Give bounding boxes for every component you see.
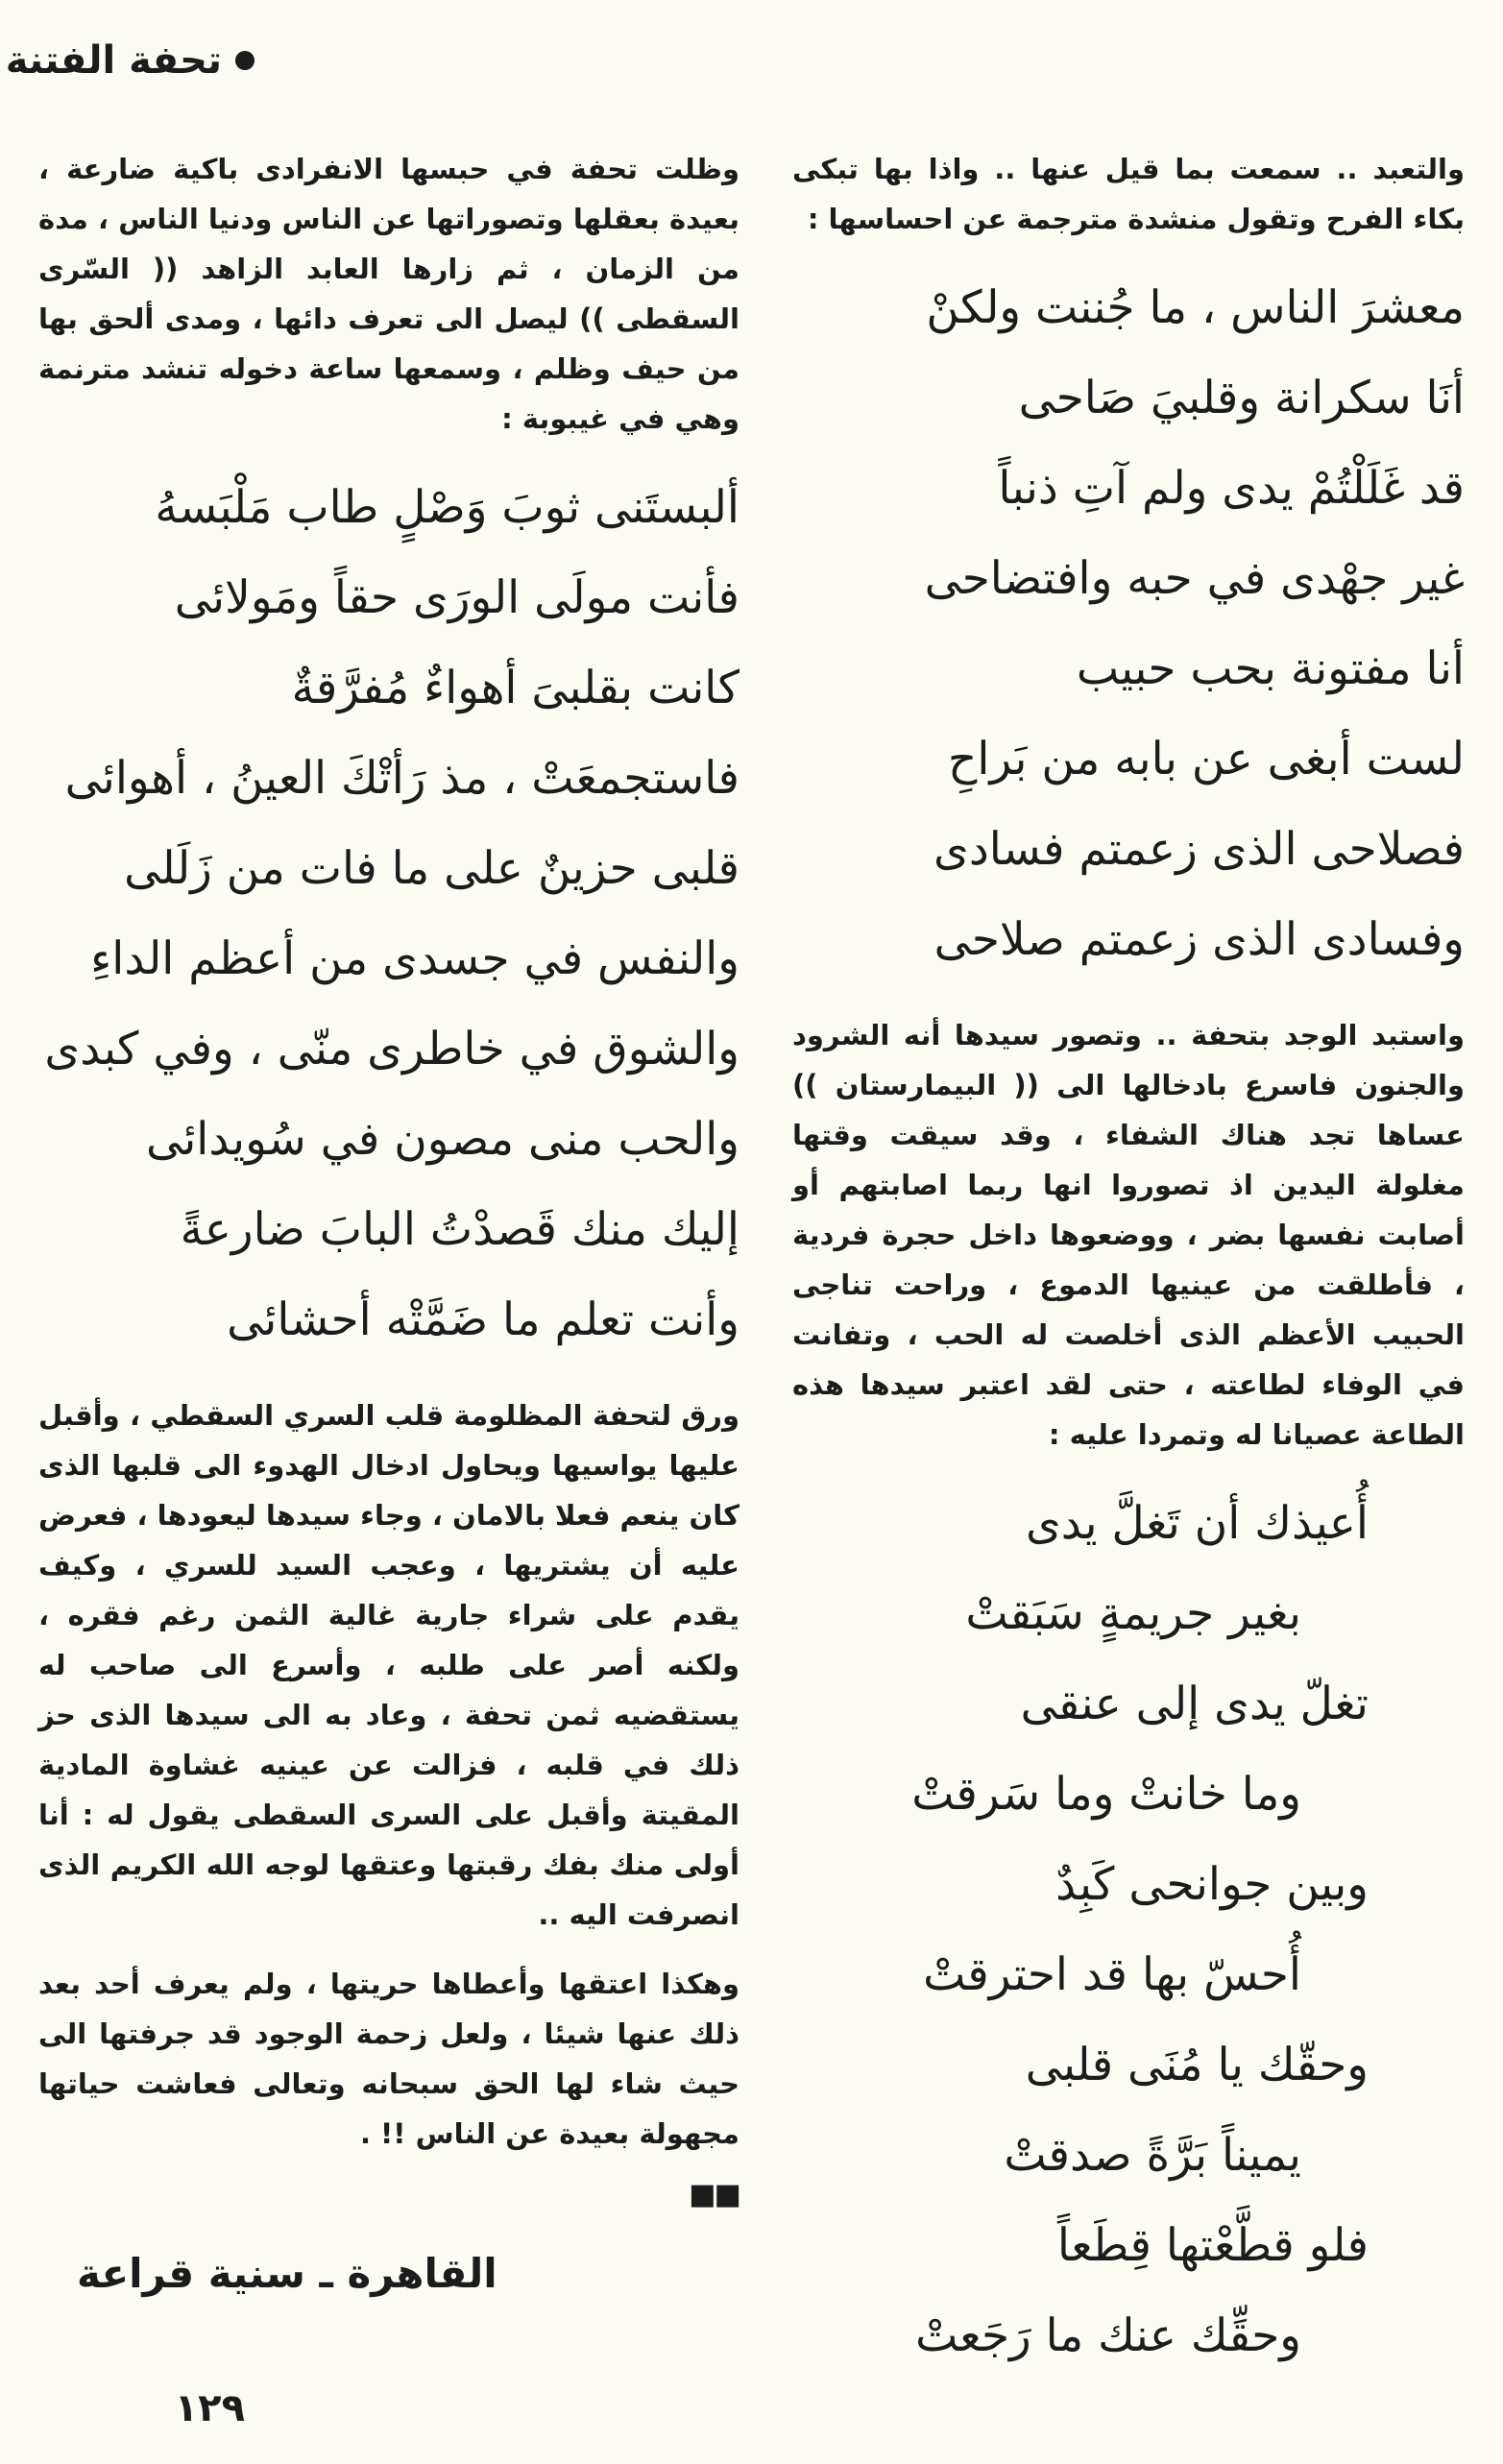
poem-line: وفسادى الذى زعمتم صلاحى: [933, 913, 1465, 966]
bullet-icon: [235, 51, 255, 70]
header-title: تحفة الفتنة: [5, 38, 222, 83]
poem-line: وحقِّك عنك ما رَجَعتْ: [915, 2309, 1301, 2362]
page-number: ١٢٩: [174, 2386, 245, 2430]
poem-line: غير جهْدى في حبه وافتضاحى: [924, 552, 1465, 605]
poem-line: وحقّك يا مُنَى قلبى: [1025, 2039, 1369, 2091]
poem-line: لست أبغى عن بابه من بَراحِ: [948, 733, 1465, 785]
poem-three: [38, 463, 739, 1365]
poem-line: تغلّ يدى إلى عنقى: [1020, 1678, 1369, 1730]
running-header: [6, 38, 255, 83]
poem-line: والحب منى مصون في سُويدائى: [146, 1113, 739, 1166]
poem-line: فصلاحى الذى زعمتم فسادى: [933, 823, 1465, 876]
poem-line: معشرَ الناس ، ما جُننت ولكنْ: [926, 281, 1465, 334]
poem-line: فأنت مولَى الورَى حقاً ومَولائى: [174, 571, 739, 624]
poem-line: أُعيذك أن تَغلَّ يدى: [1026, 1497, 1369, 1550]
poem-line: إليك منك قَصدْتُ البابَ ضارعةً: [180, 1203, 739, 1256]
poem-line: بغير جريمةٍ سَبَقتْ: [965, 1587, 1301, 1640]
poem-line: والشوق في خاطرى منّى ، وفي كبدى: [44, 1023, 739, 1075]
poem-line: قلبى حزينٌ على ما فات من زَلَلى: [124, 842, 739, 895]
right-intro-paragraph: والتعبد .. سمعت بما قيل عنها .. واذا بها تبكى بكاء الفرح وتقول منشدة مترجمة عن احساسها :: [792, 153, 1465, 235]
poem-line: وبين جوانحى كَبِدٌ: [1055, 1858, 1369, 1911]
poem-line: أُحسّ بها قد احترقتْ: [923, 1948, 1301, 2001]
left-column: [38, 144, 739, 2378]
poem-line: فلو قطَّعْتها قِطَعاً: [1056, 2219, 1369, 2272]
poem-line: والنفس في جسدى من أعظم الداءِ: [90, 932, 739, 985]
poem-line: وأنت تعلم ما ضَمَّتْه أحشائى: [227, 1293, 739, 1346]
right-column: [792, 144, 1465, 2378]
poem-line: قد غَلَلْتُمْ يدى ولم آتِ ذنباً: [998, 462, 1465, 515]
poem-line: أنا مفتونة بحب حبيب: [1076, 642, 1465, 695]
left-intro-paragraph: وظلت تحفة في حبسها الانفرادى باكية ضارعة ، بعيدة بعقلها وتصوراتها عن الناس ودنيا الناس ، مدة من الزمان ، ثم زارها العابد الزاهد (( السّرى السقطى )) ليصل الى تعرف دائها ، ومدى ألحق بها من حيف وظلم ، وسمعها ساعة دخوله تنشد مترنمة وهي في غيبوبة :: [38, 153, 739, 435]
end-mark-icon: ■■: [689, 2178, 739, 2211]
poem-one: [792, 263, 1465, 985]
poem-line: وما خانتْ وما سَرقتْ: [911, 1768, 1301, 1821]
author-signature: القاهرة ـ سنية قراعة: [77, 2250, 497, 2297]
poem-line: فاستجمعَتْ ، مذ رَأتْكَ العينُ ، أهوائى: [64, 752, 739, 805]
poem-two: [792, 1479, 1465, 2381]
left-paragraph-one: ورق لتحفة المظلومة قلب السري السقطي ، وأقبل عليها يواسيها ويحاول ادخال الهدوء الى قلبها الذى كان ينعم فعلا بالامان ، وجاء سيدها ليعودها ، فعرض عليه أن يشتريها ، وعجب السيد للسري ، وكيف يقدم على شراء جارية غالية الثمن رغم فقره ، ولكنه أصر على طلبه ، وأسرع الى صاحب له يستقضيه ثمن تحفة ، وعاد به الى سيدها الذى حز ذلك في قلبه ، فزالت عن عينيه غشاوة المادية المقيتة وأقبل على السرى السقطى يقول له : أنا أولى منك بفك رقبتها وعتقها لوجه الله الكريم الذى انصرفت اليه ..: [38, 1399, 739, 1931]
poem-line: يميناً بَرَّةً صدقتْ: [1004, 2129, 1301, 2182]
left-paragraph-two: وهكذا اعتقها وأعطاها حريتها ، ولم يعرف أحد بعد ذلك عنها شيئا ، ولعل زحمة الوجود قد جرفتها الى حيث شاء لها الحق سبحانه وتعالى فعاشت حياتها مجهولة بعيدة عن الناس !! .: [38, 1968, 739, 2150]
right-middle-paragraph: واستبد الوجد بتحفة .. وتصور سيدها أنه الشرود والجنون فاسرع بادخالها الى (( البيمارستان )) عساها تجد هناك الشفاء ، وقد سيقت وقتها مغلولة اليدين اذ تصوروا انها ربما اصابتهم أو أصابت نفسها بضر ، ووضعوها داخل حجرة فردية ، فأطلقت من عينيها الدموع ، وراحت تناجى الحبيب الأعظم الذى أخلصت له الحب ، وتفانت في الوفاء لطاعته ، حتى لقد اعتبر سيدها هذه الطاعة عصيانا له وتمردا عليه :: [792, 1019, 1465, 1451]
poem-line: كانت بقلبىَ أهواءٌ مُفرَّقةٌ: [291, 662, 739, 714]
poem-line: ألبستَنى ثوبَ وَصْلٍ طاب مَلْبَسهُ: [155, 481, 739, 534]
poem-line: أنَا سكرانة وقلبيَ صَاحى: [1018, 372, 1465, 424]
